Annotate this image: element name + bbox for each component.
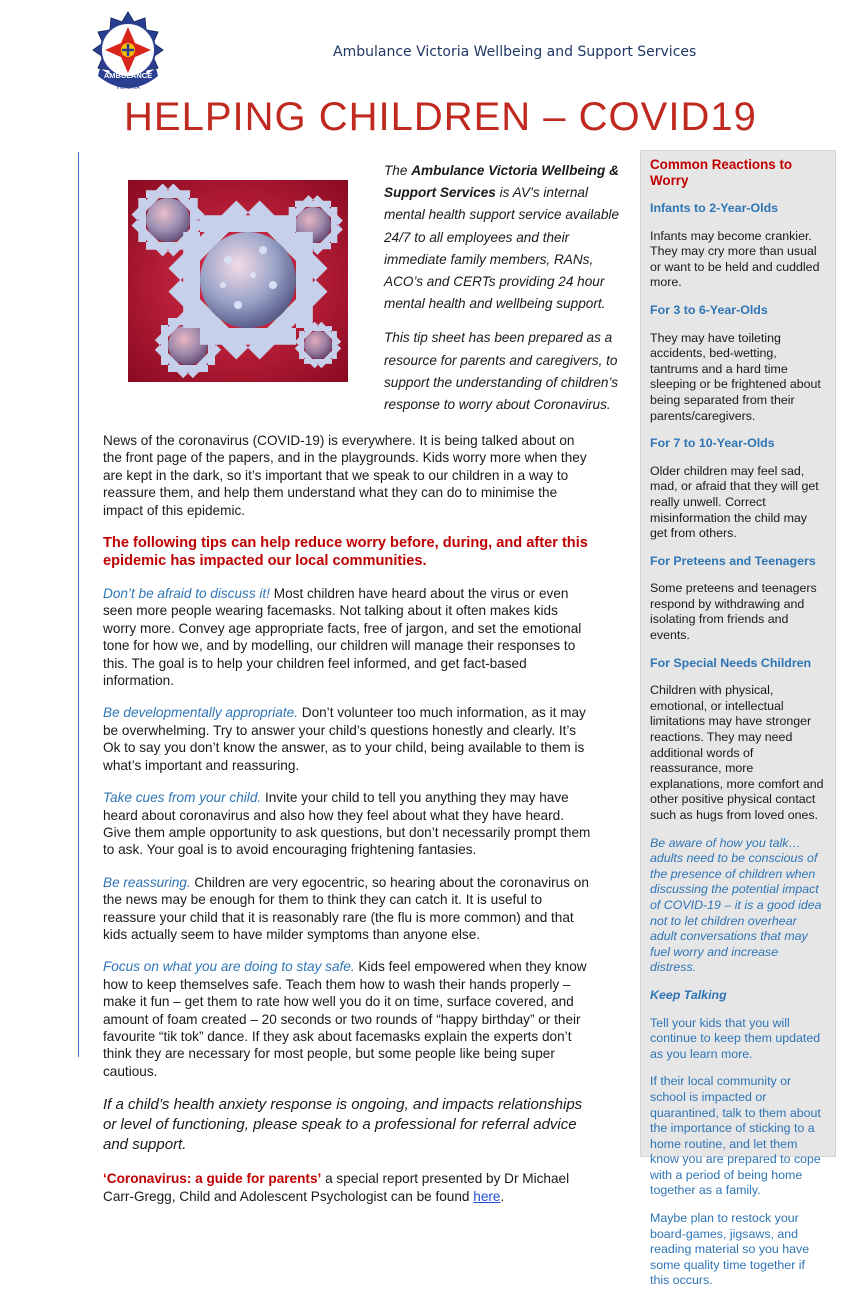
tip-3-text: Invite your child to tell you anything they may have heard about coronavirus and also how they feel about what they have heard. Give them ample opportunity to ask questions, but don’t necessarily prompt them to ask. Your goal is to avoid encouraging frightening fantasies. [103,790,591,858]
logo-text-top: AMBULANCE [103,71,153,80]
tip-5 [103,958,591,1080]
sidebar-text-teens: Some preteens and teenagers respond by withdrawing and isolating from friends and events. [650,581,817,643]
tip-1-text: Most children have heard about the virus or even seen more people wearing facemasks. Not talking about it often makes kids worry more. Convey age appropriate facts, free of jargon, and set the emotional tone for how we, and by modelling, our children will manage their responses to this. The goal is to help your children feel informed, and get fact-based information. [103,586,582,689]
tip-5-text: Kids feel empowered when they know how to keep themselves safe. Teach them how to wash their hands properly – make it fun – get them to rate how well you do it on time, surface covered, and amount of foam created – 20 seconds or two rounds of “happy birthday” or their favourite “tik tok” dance. If they ask about facemasks explain the experts don’t think they are necessary for most people, but some people like being super cautious. [103,959,587,1079]
guide-link[interactable]: here [473,1188,501,1204]
sidebar-text-special-needs: Children with physical, emotional, or intellectual limitations may have stronger reactions. They may need additional words of reassurance, more explanations, more comfort and other positive physical contact such as hugs from loved ones. [650,683,824,822]
page-title: HELPING CHILDREN – COVID19 [124,95,757,139]
intro-section [384,160,629,428]
sidebar-keep-3: Maybe plan to restock your board-games, jigsaws, and reading material so you have some quality time together if this occurs. [650,1211,810,1288]
sidebar-common-reactions [640,150,836,1288]
sidebar-keep-2: If their local community or school is impacted or quarantined, talk to them about the importance of sticking to a home routine, and let them know you are prepared to cope with a period of being home together as a family. [650,1074,821,1198]
organization-header: Ambulance Victoria Wellbeing and Support Services [333,44,697,60]
tip-5-lead: Focus on what you are doing to stay safe. [103,959,355,975]
guide-text: a special report presented by Dr Michael Carr-Gregg, Child and Adolescent Psychologist can be found [103,1171,570,1204]
tip-1-lead: Don’t be afraid to discuss it! [103,586,270,602]
sidebar-keep-1: Tell your kids that you will continue to keep them updated as you learn more. [650,1015,821,1061]
sidebar-heading-special-needs: For Special Needs Children [650,655,812,670]
intro-org-name: Ambulance Victoria Wellbeing & Support Services [384,163,619,201]
closing-advice: If a child’s health anxiety response is ongoing, and impacts relationships or level of functioning, please speak to a professional for referral advice and support. [103,1096,583,1154]
tip-4-lead: Be reassuring. [103,874,191,890]
sidebar-heading-7-10: For 7 to 10-Year-Olds [650,436,775,451]
intro-paragraph-1 [384,160,629,315]
tip-4 [103,874,591,944]
sidebar-heading-keep-talking: Keep Talking [650,987,727,1002]
tip-1 [103,585,591,689]
tip-2-text: Don’t volunteer too much information, as it may be overwhelming. Try to answer your child’s questions honestly and clearly. It’s Ok to say you don’t know the answer, as to your child, being available to them is what’s important and reassuring. [103,705,586,773]
tips-heading: The following tips can help reduce worry before, during, and after this epidemic has impacted our local communities. [103,535,588,570]
guide-end: . [500,1188,505,1204]
left-accent-rule [78,152,79,1057]
tip-2 [103,704,591,774]
main-content [103,432,591,1220]
news-paragraph: News of the coronavirus (COVID-19) is everywhere. It is being talked about on the front page of the papers, and in the playgrounds. Kids worry more when they are kept in the dark, so it’s important that we speak to our children in a way to reassure them, and help them understand what they can do to minimise the impact of this epidemic. [103,433,587,518]
intro-paragraph-2: This tip sheet has been prepared as a resource for parents and caregivers, to support the understanding of children’s response to worry about Coronavirus. [384,330,619,413]
intro-description: is AV’s internal mental health support service available 24/7 to all employees and their immediate family members, RANs, ACO’s and CERTs providing 24 hour mental health and wellbeing support. [384,185,620,312]
ambulance-victoria-logo [88,10,168,96]
coronavirus-image [128,180,348,382]
tip-2-lead: Be developmentally appropriate. [103,705,298,721]
guide-title: ‘Coronavirus: a guide for parents’ [103,1171,322,1187]
tip-3 [103,789,591,859]
sidebar-heading-infants: Infants to 2-Year-Olds [650,201,779,215]
sidebar-text-infants: Infants may become crankier. They may cry more than usual or want to be held and cuddled more. [650,228,820,290]
sidebar-text-3-6: They may have toileting accidents, bed-wetting, tantrums and a hard time sleeping or be frightened about being separated from their parents/caregivers. [650,330,821,423]
intro-lead: The [384,163,412,178]
logo-text-bottom: VICTORIA [116,85,140,91]
sidebar-title: Common Reactions to Worry [650,157,793,188]
sidebar-heading-3-6: For 3 to 6-Year-Olds [650,302,768,317]
tip-4-text: Children are very egocentric, so hearing about the coronavirus on the news may be enough for them to think they can catch it. It is useful to reassure your child that it is reasonably rare (the flu is more common) and that kids actually seem to have milder symptoms than anyone else. [103,874,589,942]
sidebar-text-7-10: Older children may feel sad, mad, or afraid that they will get really unwell. Correct misinformation the child may get from others. [650,463,819,541]
sidebar-heading-teens: For Preteens and Teenagers [650,553,816,568]
tip-3-lead: Take cues from your child. [103,790,262,806]
sidebar-warning: Be aware of how you talk… adults need to be conscious of the presence of children when discussing the potential impact of COVID-19 – it is a good idea not to let children overhear adult conversations that may fuel worry and increase distress. [650,835,822,975]
